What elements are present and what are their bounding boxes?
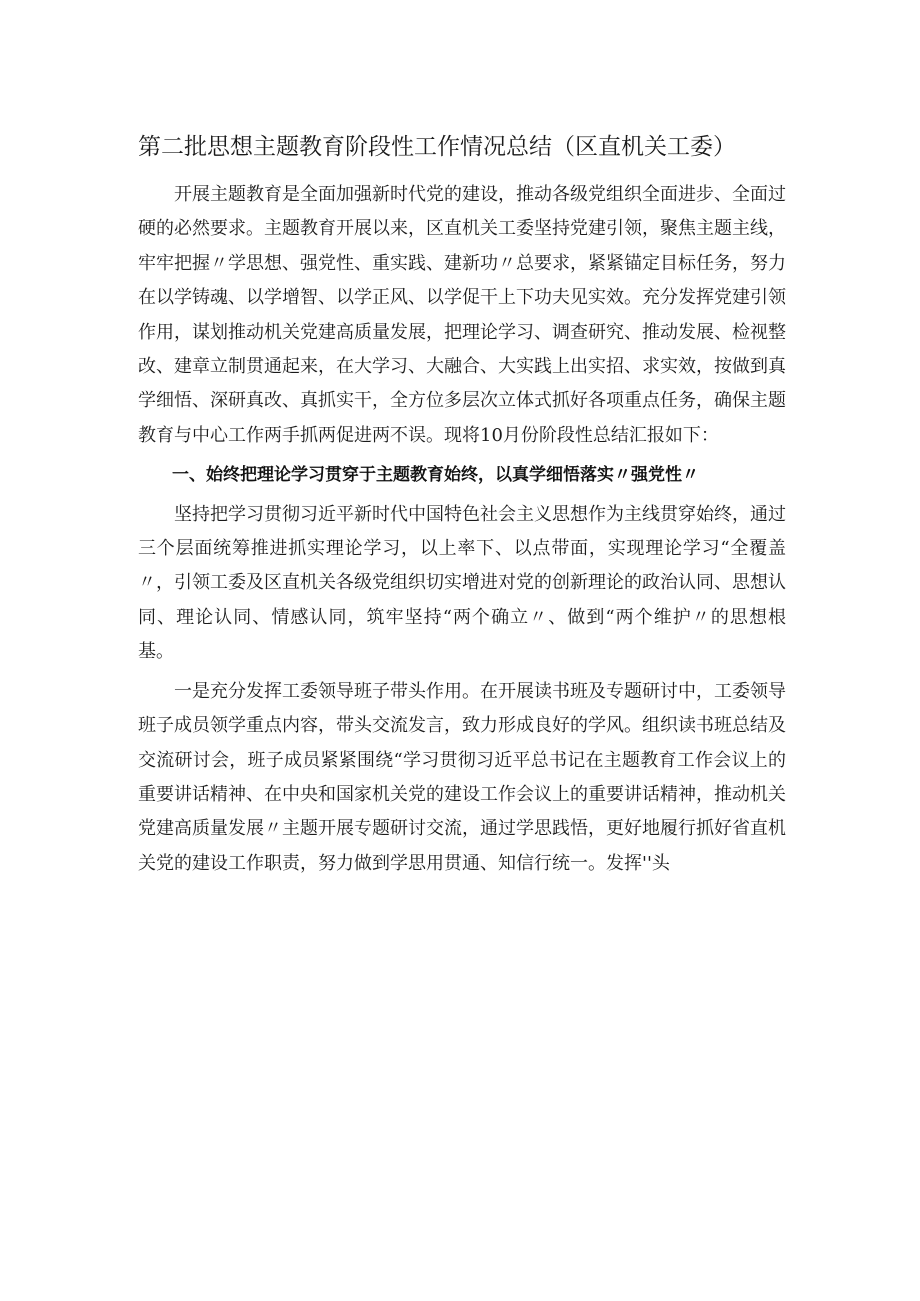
intro-paragraph: 开展主题教育是全面加强新时代党的建设，推动各级党组织全面进步、全面过硬的必然要求。主题教育开展以来，区直机关工委坚持党建引领，聚焦主题主线，牢牢把握〃学思想、强党性、重实践、建新功〃总要求，紧紧锚定目标任务，努力在以学铸魂、以学增智、以学正风、以学促干上下功夫见实效。充分发挥党建引领作用，谋划推动机关党建高质量发展，把理论学习、调查研究、推动发展、检视整改、建章立制贯通起来，在大学习、大融合、大实践上出实招、求实效，按做到真学细悟、深研真改、真抓实干，全方位多层次立体式抓好各项重点任务，确保主题教育与中心工作两手抓两促进两不误。现将10月份阶段性总结汇报如下： xyxy=(138,184,786,446)
document-title: 第二批思想主题教育阶段性工作情况总结（区直机关工委） xyxy=(138,134,736,160)
document-body xyxy=(138,178,786,881)
body-paragraph: 一是充分发挥工委领导班子带头作用。在开展读书班及专题研讨中，工委领导班子成员领学重点内容，带头交流发言，致力形成良好的学风。组织读书班总结及交流研讨会，班子成员紧紧围绕“学习贯彻习近平总书记在主题教育工作会议上的重要讲话精神、在中央和国家机关党的建设工作会议上的重要讲话精神，推动机关党建高质量发展〃主题开展专题研讨交流，通过学思践悟，更好地履行抓好省直机关党的建设工作职责，努力做到学思用贯通、知信行统一。发挥''头 xyxy=(138,680,786,874)
body-paragraph: 坚持把学习贯彻习近平新时代中国特色社会主义思想作为主线贯穿始终，通过三个层面统筹推进抓实理论学习，以上率下、以点带面，实现理论学习“全覆盖〃，引领工委及区直机关各级党组织切实增进对党的创新理论的政治认同、思想认同、理论认同、情感认同，筑牢坚持“两个确立〃、做到“两个维护〃的思想根基。 xyxy=(138,503,786,663)
section-heading: 一、始终把理论学习贯穿于主题教育始终，以真学细悟落实〃强党性〃 xyxy=(172,465,699,486)
